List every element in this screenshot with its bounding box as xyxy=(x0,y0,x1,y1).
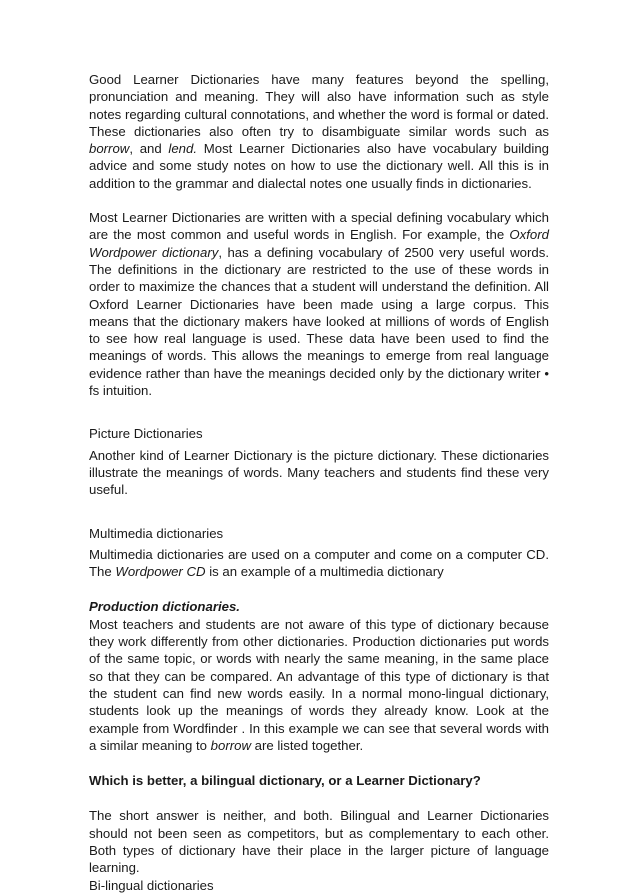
paragraph-production xyxy=(89,616,549,754)
section-heading-picture: Picture Dictionaries xyxy=(89,426,203,442)
section-heading-multimedia: Multimedia dictionaries xyxy=(89,525,224,541)
spacer xyxy=(89,789,549,807)
italic-title-wordpower-cd: Wordpower CD xyxy=(115,564,206,580)
paragraph-features xyxy=(89,71,549,192)
spacer xyxy=(89,754,549,772)
italic-term-borrow: borrow xyxy=(210,737,251,753)
text-run: Most teachers and students are not aware of this type of dictionary because they work differently from other dictionaries. Production dictionaries put words of the same topic, or words with nearly the same meaning, in the same place so that they can be compared. An advantage of this type of dictionary is that the student can find new words easily. In a normal mono-lingual dictionary, students look up the meanings of words they already know. Look at the example from Wordfinder . In this example we can see that several words with a similar meaning to xyxy=(89,616,549,753)
trailing-heading-bilingual: Bi-lingual dictionaries xyxy=(89,877,214,893)
spacer xyxy=(89,580,549,598)
section-heading-which-is-better: Which is better, a bilingual dictionary, or a Learner Dictionary? xyxy=(89,773,481,789)
document-page xyxy=(89,71,549,894)
paragraph-picture: Another kind of Learner Dictionary is the picture dictionary. These dictionaries illustrate the meanings of words. Many teachers and students find these very useful. xyxy=(89,447,549,498)
spacer xyxy=(89,192,549,209)
paragraph-defining-vocabulary xyxy=(89,209,549,399)
paragraph-short-answer: The short answer is neither, and both. Bilingual and Learner Dictionaries should not been seen as competitors, but as complementary to each other. Both types of dictionary have their place in the larger picture of language learning. xyxy=(89,808,549,876)
text-run: , and xyxy=(129,141,169,157)
text-run: Most Learner Dictionaries also have vocabulary building advice and some study notes on how to use the dictionary well. All this is in addition to the grammar and dialectal notes one usually finds in dictionaries. xyxy=(89,141,549,191)
italic-title-oxford-wordpower: Oxford Wordpower dictionary xyxy=(89,227,549,260)
spacer xyxy=(89,399,549,425)
italic-term-lend: lend. xyxy=(168,141,198,157)
italic-term-borrow: borrow xyxy=(89,141,130,157)
paragraph-multimedia xyxy=(89,546,549,581)
text-run: Most Learner Dictionaries are written with a special defining vocabulary which are the most common and useful words in English. For example, the xyxy=(89,210,549,243)
text-run: Multimedia dictionaries are used on a computer and come on a computer CD. The xyxy=(89,546,549,580)
text-run: are listed together. xyxy=(250,737,364,753)
text-run: Good Learner Dictionaries have many features beyond the spelling, pronunciation and meaning. They will also have information such as style notes regarding cultural connotations, and whether the word is formal or dated. These dictionaries also often try to disambiguate similar words such as xyxy=(89,72,549,139)
text-run: , has a defining vocabulary of 2500 very useful words. The definitions in the dictionary are restricted to the use of these words in order to maximize the chances that a student will understand the definition. All Oxford Learner Dictionaries have been made using a large corpus. This means that the dictionary makers have looked at millions of words of English to see how real language is used. These data have been used to find the meanings of words. This allows the meanings to emerge from real language evidence rather than have the meanings decided only by the dictionary writer • fs intuition. xyxy=(89,244,549,399)
spacer xyxy=(89,499,549,525)
text-run: is an example of a multimedia dictionary xyxy=(205,564,444,580)
section-heading-production: Production dictionaries. xyxy=(89,599,240,615)
